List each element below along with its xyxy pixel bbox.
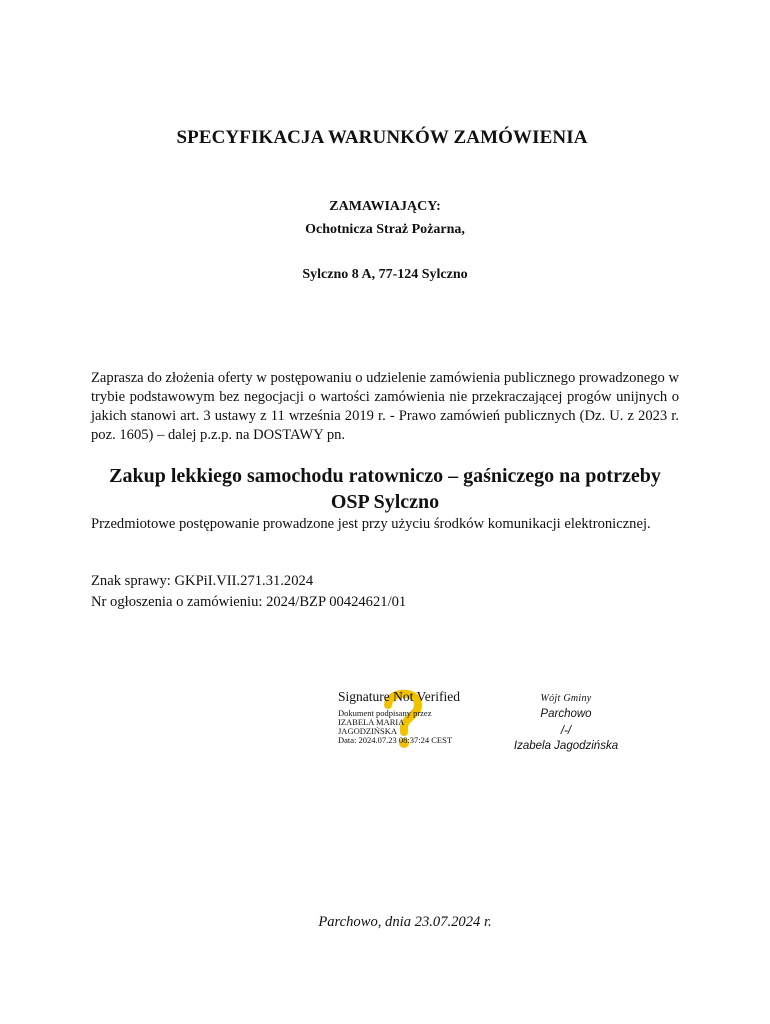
official-role: Wójt Gminy (540, 693, 592, 704)
contracting-authority-address: Sylczno 8 A, 77-124 Sylczno (302, 267, 468, 282)
procedure-note-paragraph: Przedmiotowe postępowanie prowadzone jest przy użyciu środków komunikacji elektronicznej. (91, 516, 651, 532)
place-and-date: Parchowo, dnia 23.07.2024 r. (318, 914, 492, 930)
document-title-text: SPECYFIKACJA WARUNKÓW ZAMÓWIENIA (176, 127, 588, 148)
contracting-authority-name: Ochotnicza Straż Pożarna, (305, 222, 465, 237)
official-signature-mark: /-/ (560, 725, 572, 737)
invitation-paragraph: Zaprasza do złożenia oferty w postępowaniu o udzielenie zamówienia publicznego prowadzonego w trybie podstawowym bez negocjacji o wartości zamówienia nie przekraczającej progów unijnych o jakich stanowi art. 3 ustawy z 11 września 2019 r. - Prawo zamówień publicznych (Dz. U. z 2023 r. poz. 1605) – dalej p.z.p. na DOSTAWY pn. (91, 370, 679, 443)
signature-signer-last-name: JAGODZIŃSKA (338, 726, 398, 736)
signature-status: Signature Not Verified (338, 689, 460, 704)
official-name: Izabela Jagodzińska (513, 740, 619, 752)
signature-signed-by-label: Dokument podpisany przez (338, 708, 432, 718)
notice-number: Nr ogłoszenia o zamówieniu: 2024/BZP 00424621/01 (91, 594, 407, 610)
signature-date: Data: 2024.07.23 08:37:24 CEST (338, 735, 453, 745)
signature-signer-first-name: IZABELA MARIA (338, 717, 405, 727)
contracting-authority-label: ZAMAWIAJĄCY: (329, 199, 441, 214)
case-number: Znak sprawy: GKPiI.VII.271.31.2024 (91, 573, 314, 589)
digital-signature-block (338, 689, 478, 759)
procurement-subject-heading: Zakup lekkiego samochodu ratowniczo – gaśniczego na potrzeby OSP Sylczno (109, 465, 661, 513)
official-place: Parchowo (540, 708, 592, 720)
document-title (0, 127, 770, 149)
